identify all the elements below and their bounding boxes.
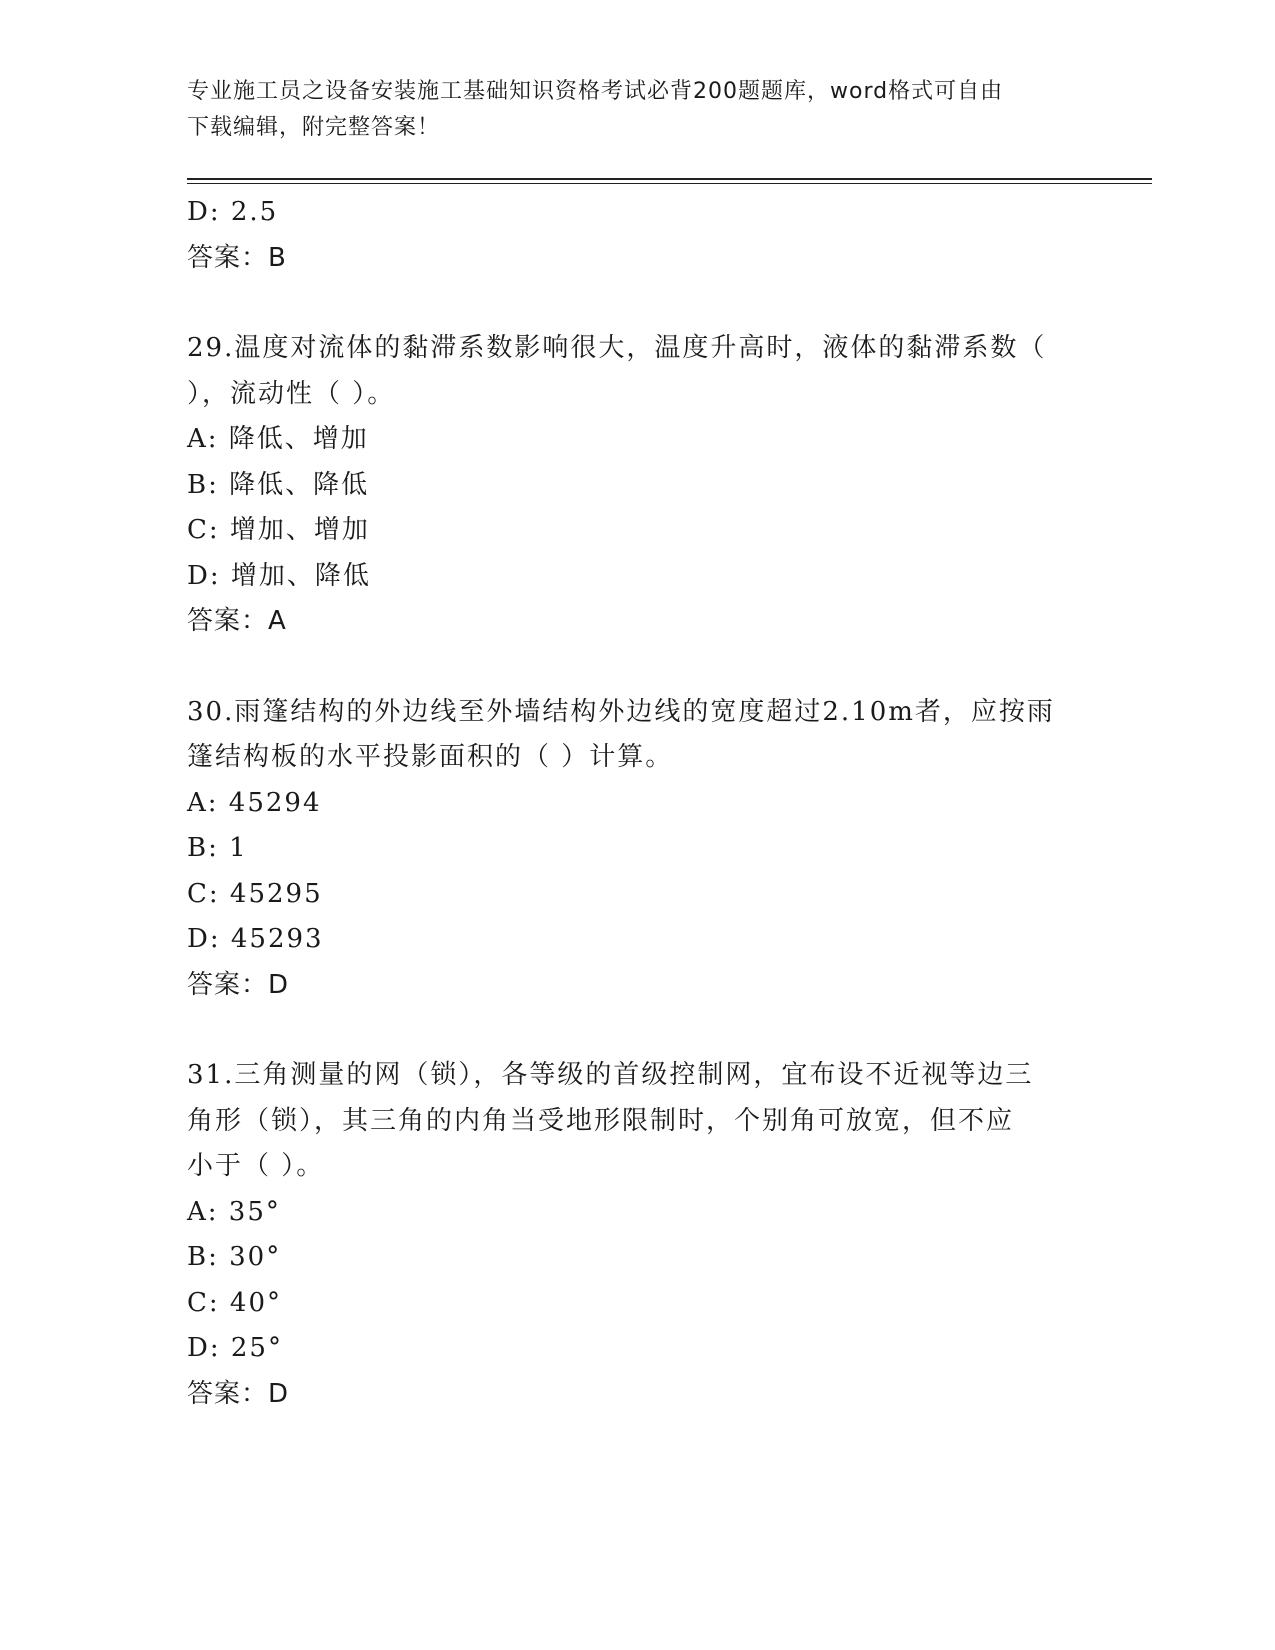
option-c: C: 增加、增加 — [187, 515, 370, 545]
option-b: B: 降低、降低 — [187, 469, 370, 500]
option-d: D: 增加、降低 — [187, 560, 371, 591]
answer-line: 答案：D — [187, 969, 290, 1000]
option-c: C: 40° — [187, 1287, 283, 1318]
answer-line: 答案：B — [187, 242, 287, 273]
spacer — [187, 281, 1087, 326]
spacer — [187, 1008, 1087, 1053]
question-text-line: 31.三角测量的网（锁），各等级的首级控制网，宜布设不近视等边三 — [187, 1060, 1034, 1090]
question-30 — [187, 690, 1087, 1009]
question-text-line: 篷结构板的水平投影面积的（ ）计算。 — [187, 742, 674, 772]
answer-line: 答案：A — [187, 606, 287, 636]
option-a: A: 45294 — [187, 787, 322, 818]
option-a: A: 35° — [187, 1196, 281, 1227]
option-d: D: 45293 — [187, 924, 324, 954]
header-rule-thick — [187, 178, 1152, 180]
option-b: B: 30° — [187, 1242, 282, 1272]
document-header — [187, 74, 1087, 146]
document-body — [187, 190, 1087, 1417]
question-text-line: ），流动性（ ）。 — [187, 378, 396, 409]
option-d: D: 25° — [187, 1333, 283, 1363]
header-rule-thin — [187, 183, 1152, 184]
header-line-1: 专业施工员之设备安装施工基础知识资格考试必背200题题库，word格式可自由 — [187, 79, 1004, 104]
spacer — [187, 645, 1087, 690]
option-d: D: 2.5 — [187, 197, 279, 227]
question-28-fragment — [187, 190, 1087, 281]
question-text-line: 角形（锁），其三角的内角当受地形限制时，个别角可放宽，但不应 — [187, 1105, 1015, 1136]
option-c: C: 45295 — [187, 878, 323, 909]
answer-line: 答案：D — [187, 1378, 290, 1409]
question-29 — [187, 326, 1087, 645]
question-text-line: 29.温度对流体的黏滞系数影响很大，温度升高时，液体的黏滞系数（ — [187, 333, 1047, 363]
header-line-2: 下载编辑，附完整答案！ — [187, 115, 441, 140]
question-text-line: 30.雨篷结构的外边线至外墙结构外边线的宽度超过2.10m者，应按雨 — [187, 696, 1055, 727]
question-31 — [187, 1053, 1087, 1417]
option-b: B: 1 — [187, 833, 248, 863]
option-a: A: 降低、增加 — [187, 424, 369, 454]
question-text-line: 小于（ ）。 — [187, 1151, 325, 1181]
